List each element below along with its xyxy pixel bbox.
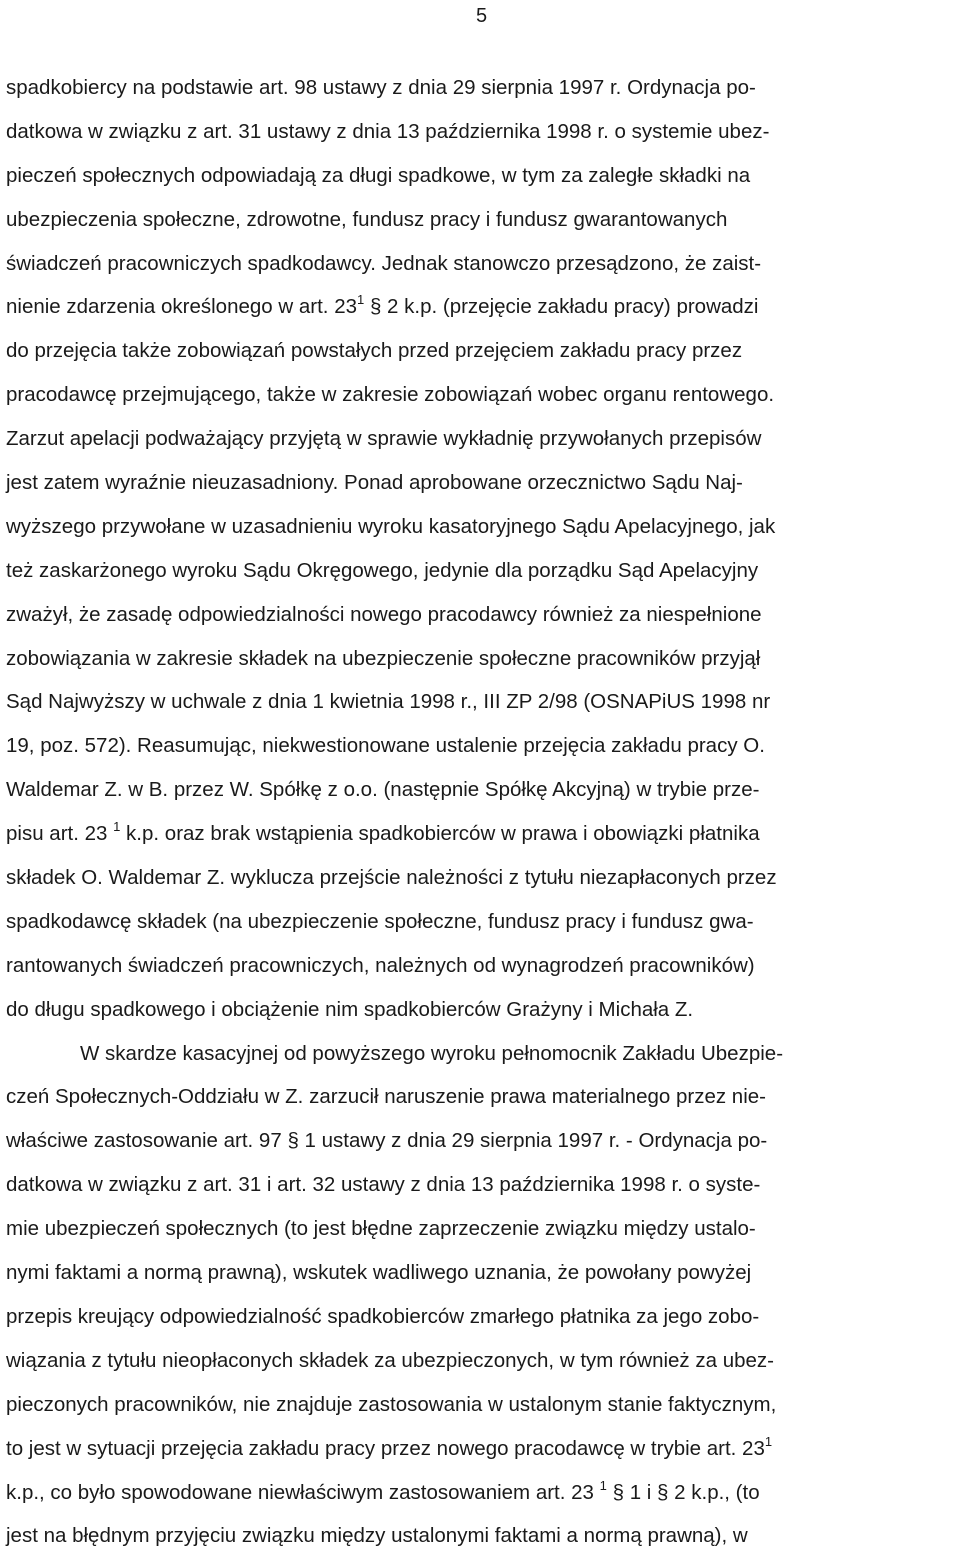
text-line: czeń Społecznych-Oddziału w Z. zarzucił naruszenie prawa materialnego przez nie- bbox=[6, 1085, 766, 1109]
text-line bbox=[6, 1471, 956, 1515]
section-sign-icon: § bbox=[369, 295, 382, 319]
text-line: jest na błędnym przyjęciu związku między ustalonymi faktami a normą prawną), w bbox=[6, 1524, 748, 1548]
text-line: przepis kreujący odpowiedzialność spadkobierców zmarłego płatnika za jego zobo- bbox=[6, 1304, 760, 1328]
text-segment: 2 k.p., (to bbox=[668, 1480, 760, 1504]
text-line: wiązania z tytułu nieopłaconych składek za ubezpieczonych, w tym również za ubez- bbox=[6, 1348, 774, 1372]
text-segment: k.p., co było spowodowane niewłaściwym zastosowaniem art. 23 bbox=[6, 1480, 594, 1504]
text-line: datkowa w związku z art. 31 ustawy z dnia 13 października 1998 r. o systemie ubez- bbox=[6, 119, 770, 143]
text-line: jest zatem wyraźnie nieuzasadniony. Ponad aprobowane orzecznictwo Sądu Naj- bbox=[6, 471, 743, 495]
text-segment: właściwe zastosowanie art. 97 bbox=[6, 1129, 282, 1153]
text-line bbox=[6, 812, 956, 856]
text-line: ubezpieczenia społeczne, zdrowotne, fundusz pracy i fundusz gwarantowanych bbox=[6, 207, 728, 231]
superscript: 1 bbox=[764, 1433, 773, 1449]
text-line: też zaskarżonego wyroku Sądu Okręgowego, jedynie dla porządku Sąd Apelacyjny bbox=[6, 558, 759, 582]
text-line: zobowiązania w zakresie składek na ubezpieczenie społeczne pracowników przyjął bbox=[6, 646, 761, 670]
text-line: Waldemar Z. w B. przez W. Spółkę z o.o. (następnie Spółkę Akcyjną) w trybie prze- bbox=[6, 778, 760, 802]
text-segment: 2 k.p. (przejęcie zakładu pracy) prowadzi bbox=[381, 295, 759, 319]
text-line: W skardze kasacyjnej od powyższego wyroku pełnomocnik Zakładu Ubezpie- bbox=[80, 1041, 784, 1065]
text-line: do długu spadkowego i obciążenie nim spadkobierców Grażyny i Michała Z. bbox=[6, 997, 694, 1021]
text-line bbox=[6, 285, 956, 329]
text-segment: pisu art. 23 bbox=[6, 822, 108, 846]
text-line: spadkobiercy na podstawie art. 98 ustawy z dnia 29 sierpnia 1997 r. Ordynacja po- bbox=[6, 76, 756, 99]
text-segment: k.p. oraz brak wstąpienia spadkobierców w prawa i obowiązki płatnika bbox=[120, 822, 760, 846]
text-line bbox=[6, 1427, 956, 1471]
text-line bbox=[6, 1119, 956, 1163]
text-line: do przejęcia także zobowiązań powstałych przed przejęciem zakładu pracy przez bbox=[6, 339, 743, 363]
superscript: 1 bbox=[113, 819, 121, 835]
text-line: pieczeń społecznych odpowiadają za długi spadkowe, w tym za zaległe składki na bbox=[6, 163, 751, 187]
text-line: rantowanych świadczeń pracowniczych, należnych od wynagrodzeń pracowników) bbox=[6, 953, 755, 977]
section-sign-icon: § bbox=[657, 1480, 669, 1504]
text-segment: nienie zdarzenia określonego w art. 23 bbox=[6, 295, 357, 319]
superscript: 1 bbox=[599, 1477, 607, 1493]
text-segment: 1 i bbox=[624, 1480, 658, 1504]
text-line: datkowa w związku z art. 31 i art. 32 ustawy z dnia 13 października 1998 r. o syste- bbox=[6, 1173, 761, 1197]
text-segment: to jest w sytuacji przejęcia zakładu pracy przez nowego pracodawcę w trybie art. 23 bbox=[6, 1436, 765, 1460]
document-body bbox=[6, 66, 956, 1558]
text-line: zważył, że zasadę odpowiedzialności nowego pracodawcy również za niespełnione bbox=[6, 602, 762, 626]
text-line: mie ubezpieczeń społecznych (to jest błędne zaprzeczenie związku między ustalo- bbox=[6, 1217, 756, 1241]
page-number: 5 bbox=[476, 5, 488, 27]
superscript: 1 bbox=[357, 292, 365, 308]
text-line: nymi faktami a normą prawną), wskutek wadliwego uznania, że powołany powyżej bbox=[6, 1261, 752, 1285]
text-line: spadkodawcę składek (na ubezpieczenie społeczne, fundusz pracy i fundusz gwa- bbox=[6, 909, 754, 933]
text-line: 19, poz. 572). Reasumując, niekwestionowane ustalenie przejęcia zakładu pracy O. bbox=[6, 734, 765, 758]
text-line: świadczeń pracowniczych spadkodawcy. Jednak stanowczo przesądzono, że zaist- bbox=[6, 251, 762, 275]
text-line: Sąd Najwyższy w uchwale z dnia 1 kwietnia 1998 r., III ZP 2/98 (OSNAPiUS 1998 nr bbox=[6, 690, 771, 714]
text-line: składek O. Waldemar Z. wyklucza przejście należności z tytułu niezapłaconych przez bbox=[6, 866, 777, 890]
text-line: wyższego przywołane w uzasadnieniu wyroku kasatoryjnego Sądu Apelacyjnego, jak bbox=[6, 514, 776, 538]
text-line: Zarzut apelacji podważający przyjętą w sprawie wykładnię przywołanych przepisów bbox=[6, 427, 762, 451]
text-line: pracodawcę przejmującego, także w zakresie zobowiązań wobec organu rentowego. bbox=[6, 383, 775, 407]
text-line: pieczonych pracowników, nie znajduje zastosowania w ustalonym stanie faktycznym, bbox=[6, 1392, 777, 1416]
section-sign-icon: § bbox=[287, 1129, 299, 1153]
section-sign-icon: § bbox=[612, 1480, 624, 1504]
text-segment: 1 ustawy z dnia 29 sierpnia 1997 r. - Ordynacja po- bbox=[298, 1129, 768, 1153]
